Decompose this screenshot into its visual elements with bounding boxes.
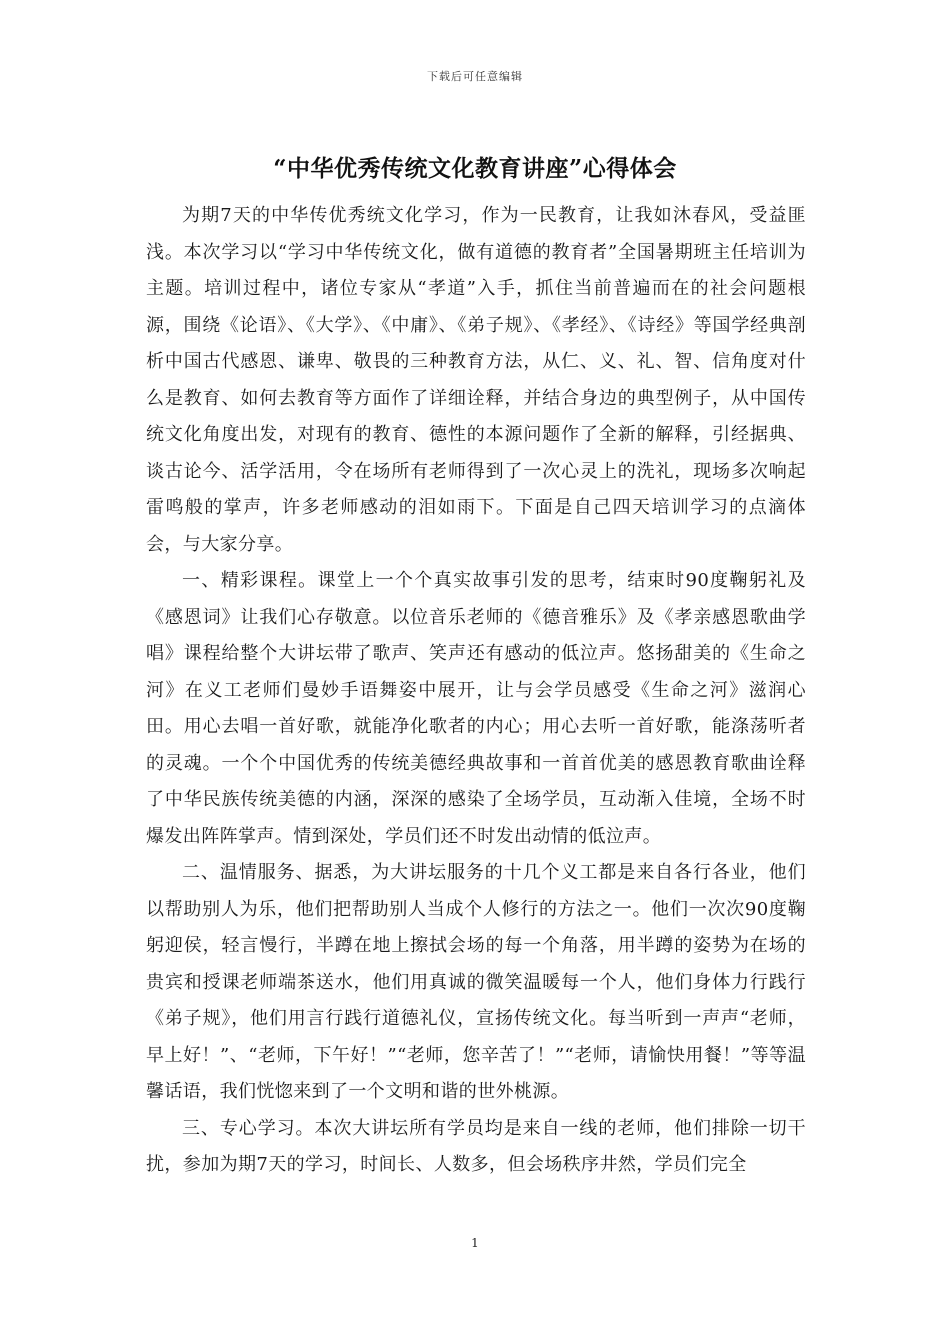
paragraph-section-3: 三、专心学习。本次大讲坛所有学员均是来自一线的老师，他们排除一切干扰，参加为期7天的学习，时间长、人数多，但会场秩序井然，学员们完全 [146,1117,806,1175]
header-note: 下载后可任意编辑 [427,70,523,83]
paragraph-section-1: 一、精彩课程。课堂上一个个真实故事引发的思考，结束时90度鞠躬礼及《感恩词》让我们心存敬意。以位音乐老师的《德音雅乐》及《孝亲感恩歌曲学唱》课程给整个大讲坛带了歌声、笑声还有感动的低泣声。悠扬甜美的《生命之河》在义工老师们曼妙手语舞姿中展开，让与会学员感受《生命之河》滋润心田。用心去唱一首好歌，就能净化歌者的内心；用心去听一首好歌，能涤荡听者的灵魂。一个个中国优秀的传统美德经典故事和一首首优美的感恩教育歌曲诠释了中华民族传统美德的内涵，深深的感染了全场学员，互动渐入佳境，全场不时爆发出阵阵掌声。情到深处，学员们还不时发出动情的低泣声。 [146,570,806,847]
paragraph-section-2: 二、温情服务、据悉，为大讲坛服务的十几个义工都是来自各行各业，他们以帮助别人为乐，他们把帮助别人当成个人修行的方法之一。他们一次次90度鞠躬迎侯，轻言慢行，半蹲在地上擦拭会场的每一个角落，用半蹲的姿势为在场的贵宾和授课老师端茶送水，他们用真诚的微笑温暖每一个人，他们身体力行践行《弟子规》，他们用言行践行道德礼仪，宣扬传统文化。每当听到一声声“老师，早上好！”、“老师，下午好！”“老师，您辛苦了！”“老师，请愉快用餐！”等等温馨话语，我们恍惚来到了一个文明和谐的世外桃源。 [146,862,806,1102]
page-number: 1 [471,1236,479,1250]
paragraph-intro: 为期7天的中华传优秀统文化学习，作为一民教育，让我如沐春风，受益匪浅。本次学习以“学习中华传统文化，做有道德的教育者”全国暑期班主任培训为主题。培训过程中，诸位专家从“孝道”入手，抓住当前普遍而在的社会问题根源，围绕《论语》、《大学》、《中庸》、《弟子规》、《孝经》、《诗经》等国学经典剖析中国古代感恩、谦卑、敬畏的三种教育方法，从仁、义、礼、智、信角度对什么是教育、如何去教育等方面作了详细诠释，并结合身边的典型例子，从中国传统文化角度出发，对现有的教育、德性的本源问题作了全新的解释，引经据典、谈古论今、活学活用，令在场所有老师得到了一次心灵上的洗礼，现场多次响起雷鸣般的掌声，许多老师感动的泪如雨下。下面是自己四天培训学习的点滴体会，与大家分享。 [146,205,806,555]
document-body [146,198,806,1184]
document-title: “中华优秀传统文化教育讲座”心得体会 [273,155,677,182]
